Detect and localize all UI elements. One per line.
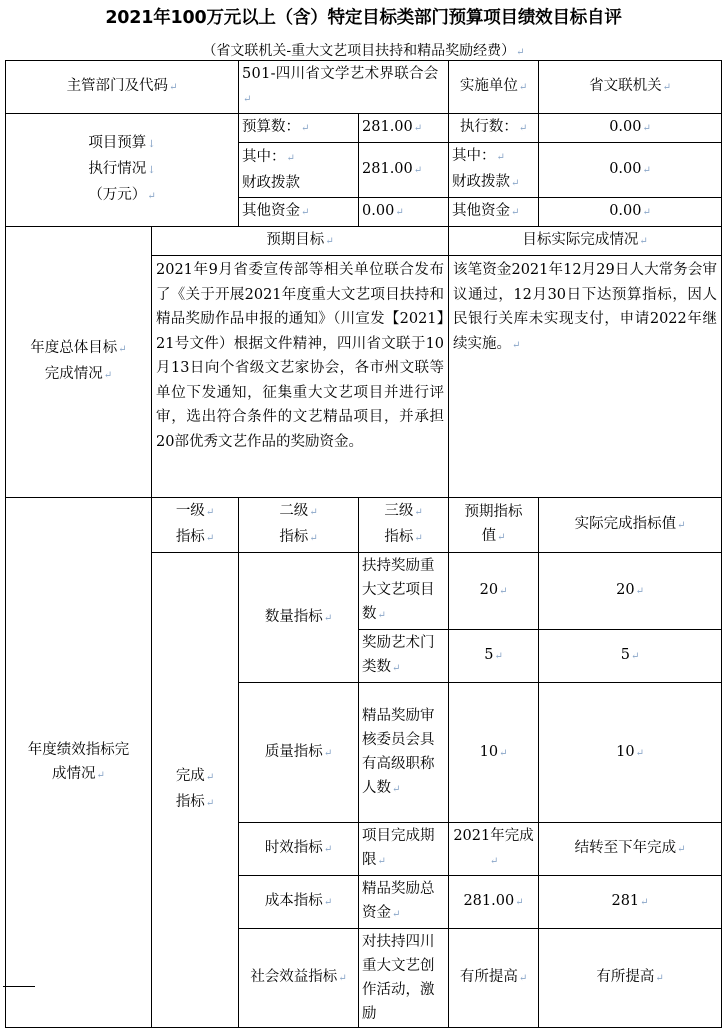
expected-goal-header: 预期目标↵ [152, 227, 449, 256]
col-level1-header: 一级↵ 指标↵ [152, 498, 239, 553]
other-budget-value: 0.00↵ [359, 198, 449, 227]
page-footer-rule [3, 986, 35, 987]
level1-completion: 完成↵ 指标↵ [152, 553, 239, 1028]
level3-cell: 对扶持四川重大文艺创作活动，激励 [359, 929, 449, 1028]
impl-unit-value: 省文联机关↵ [539, 61, 722, 114]
actual-cell: 结转至下年完成↵ [539, 823, 722, 876]
level2-quantity: 数量指标↵ [239, 553, 359, 683]
col-level2-header: 二级↵ 指标↵ [239, 498, 359, 553]
goal-label: 年度总体目标↵ 完成情况↵ [6, 227, 152, 498]
level3-cell: 扶持奖励重大文艺项目数↵ [359, 553, 449, 630]
fiscal-exec-label: 其中：↵ 财政拨款↵ [449, 143, 539, 198]
indicators-label: 年度绩效指标完 成情况↵ [6, 498, 152, 1028]
page-subtitle: （省文联机关-重大文艺项目扶持和精品奖励经费）↵ [202, 43, 525, 59]
level3-cell: 精品奖励总资金↵ [359, 876, 449, 929]
actual-cell: 281↵ [539, 876, 722, 929]
expected-cell: 2021年完成↵ [449, 823, 539, 876]
col-level3-header: 三级↵ 指标↵ [359, 498, 449, 553]
other-exec-value: 0.00↵ [539, 198, 722, 227]
performance-table [5, 60, 722, 1028]
actual-cell: 20↵ [539, 553, 722, 630]
level2-timeliness: 时效指标↵ [239, 823, 359, 876]
fiscal-budget-label: 其中：↵ 财政拨款 [239, 143, 359, 198]
expected-cell: 20↵ [449, 553, 539, 630]
other-exec-label: 其他资金↵ [449, 198, 539, 227]
expected-cell: 有所提高↵ [449, 929, 539, 1028]
page-title: 2021年100万元以上（含）特定目标类部门预算项目绩效目标自评 [105, 8, 622, 28]
budget-label: 项目预算↓ 执行情况↓ （万元）↵ [6, 114, 239, 227]
expected-cell: 281.00↵ [449, 876, 539, 929]
level2-social-benefit: 社会效益指标↵ [239, 929, 359, 1028]
exec-amount-value: 0.00↵ [539, 114, 722, 143]
level3-cell: 奖励艺术门类数↵ [359, 630, 449, 683]
dept-value: 501-四川省文学艺术界联合会↵ [239, 61, 449, 114]
budget-amount-label: 预算数：↵ [239, 114, 359, 143]
level3-cell: 精品奖励审核委员会具有高级职称人数↵ [359, 683, 449, 823]
exec-amount-label: 执行数：↵ [449, 114, 539, 143]
expected-cell: 5↵ [449, 630, 539, 683]
actual-cell: 5↵ [539, 630, 722, 683]
actual-goal-header: 目标实际完成情况↵ [449, 227, 722, 256]
actual-cell: 有所提高↵ [539, 929, 722, 1028]
expected-cell: 10↵ [449, 683, 539, 823]
level2-quality: 质量指标↵ [239, 683, 359, 823]
fiscal-exec-value: 0.00↵ [539, 143, 722, 198]
dept-label: 主管部门及代码↵ [6, 61, 239, 114]
budget-amount-value: 281.00↵ [359, 114, 449, 143]
actual-cell: 10↵ [539, 683, 722, 823]
actual-goal-text: 该笔资金2021年12月29日人大常务会审议通过，12月30日下达预算指标，因人民银行关库未实现支付，申请2022年继续实施。↵ [449, 256, 722, 498]
col-expected-header: 预期指标 值↵ [449, 498, 539, 553]
impl-unit-label: 实施单位↵ [449, 61, 539, 114]
level2-cost: 成本指标↵ [239, 876, 359, 929]
expected-goal-text: 2021年9月省委宣传部等相关单位联合发布了《关于开展2021年度重大文艺项目扶持和精品奖励作品申报的通知》（川宣发【2021】21号文件）根据文件精神，四川省文联于10月13日向个省级文艺家协会，各市州文联等单位下发通知，征集重大文艺项目并进行评审，选出符合条件的文艺精品项目，并承担20部优秀文艺作品的奖励资金。 [152, 256, 449, 498]
level3-cell: 项目完成期限↵ [359, 823, 449, 876]
other-budget-label: 其他资金↵ [239, 198, 359, 227]
col-actual-header: 实际完成指标值↵ [539, 498, 722, 553]
fiscal-budget-value: 281.00↵ [359, 143, 449, 198]
